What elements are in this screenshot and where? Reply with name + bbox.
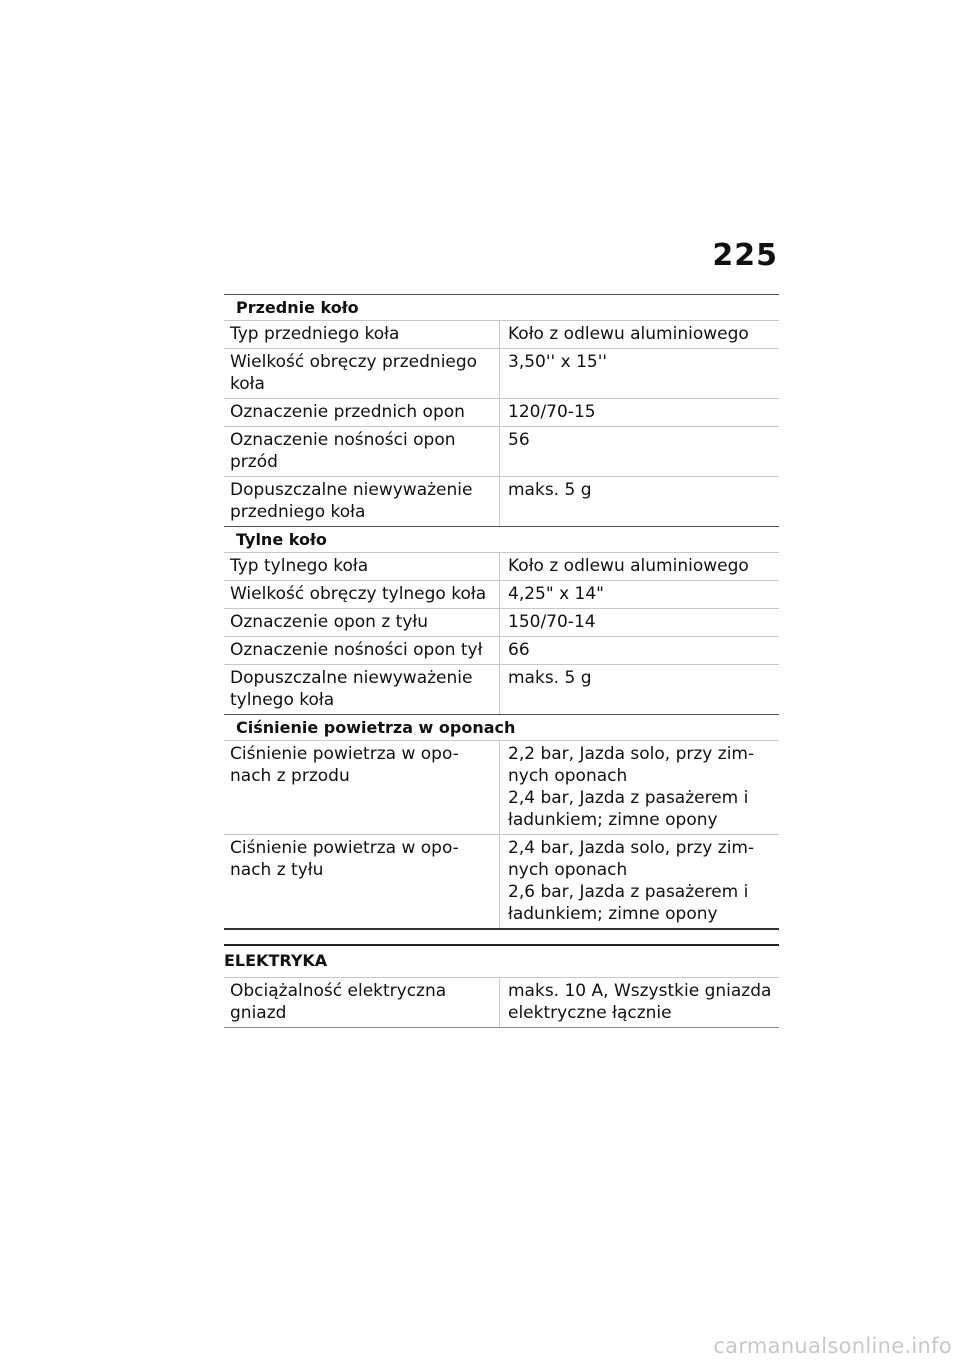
watermark-text: carmanualsonline.info xyxy=(713,1334,952,1358)
value-line: 66 xyxy=(508,640,530,660)
row-label: Wielkość obręczy przedniego koła xyxy=(224,349,500,398)
table-row xyxy=(224,636,779,664)
section-rear-wheel xyxy=(224,526,779,714)
row-value xyxy=(500,477,779,526)
row-label: Ciśnienie powietrza w opo-nach z tyłu xyxy=(224,835,500,928)
row-label: Typ tylnego koła xyxy=(224,553,500,580)
row-label: Wielkość obręczy tylnego koła xyxy=(224,581,500,608)
spec-table xyxy=(224,294,779,1028)
value-line: maks. 5 g xyxy=(508,668,592,688)
row-value xyxy=(500,321,779,348)
row-value xyxy=(500,741,779,834)
value-line: maks. 10 A, Wszystkie gniazda elektryczne łącznie xyxy=(508,981,772,1023)
row-value xyxy=(500,665,779,714)
table-row xyxy=(224,552,779,580)
value-line: Koło z odlewu aluminiowego xyxy=(508,324,749,344)
section-title: Ciśnienie powietrza w oponach xyxy=(224,714,779,740)
row-value xyxy=(500,399,779,426)
table-row xyxy=(224,476,779,526)
row-label: Oznaczenie opon z tyłu xyxy=(224,609,500,636)
table-row xyxy=(224,740,779,834)
divider xyxy=(224,1027,779,1028)
value-line: maks. 5 g xyxy=(508,480,592,500)
table-row xyxy=(224,398,779,426)
row-value xyxy=(500,637,779,664)
value-line: 4,25" x 14" xyxy=(508,584,604,604)
value-line: 150/70-14 xyxy=(508,612,596,632)
row-label: Dopuszczalne niewyważenie przedniego koła xyxy=(224,477,500,526)
row-label: Oznaczenie nośności opon tył xyxy=(224,637,500,664)
row-value xyxy=(500,609,779,636)
value-line: 120/70-15 xyxy=(508,402,596,422)
table-row xyxy=(224,664,779,714)
section-tire-pressure xyxy=(224,714,779,930)
divider xyxy=(224,928,779,930)
row-value xyxy=(500,835,779,928)
table-row xyxy=(224,320,779,348)
elektryka-heading: ELEKTRYKA xyxy=(224,944,779,977)
value-line: 2,6 bar, Jazda z pasażerem i ładunkiem; zimne opony xyxy=(508,882,749,924)
value-line: 56 xyxy=(508,430,530,450)
table-row xyxy=(224,348,779,398)
value-line: 2,4 bar, Jazda z pasażerem i ładunkiem; zimne opony xyxy=(508,788,749,830)
section-front-wheel xyxy=(224,294,779,526)
row-value xyxy=(500,978,779,1027)
value-line: Koło z odlewu aluminiowego xyxy=(508,556,749,576)
value-line: 2,2 bar, Jazda solo, przy zim-nych oponach xyxy=(508,744,755,786)
table-row xyxy=(224,977,779,1027)
section-title: Tylne koło xyxy=(224,526,779,552)
row-value xyxy=(500,581,779,608)
row-label: Dopuszczalne niewyważenie tylnego koła xyxy=(224,665,500,714)
row-label: Typ przedniego koła xyxy=(224,321,500,348)
value-line: 3,50'' x 15'' xyxy=(508,352,608,372)
table-row xyxy=(224,834,779,928)
row-label: Obciążalność elektryczna gniazd xyxy=(224,978,500,1027)
section-title: Przednie koło xyxy=(224,294,779,320)
row-label: Ciśnienie powietrza w opo-nach z przodu xyxy=(224,741,500,834)
row-value xyxy=(500,427,779,476)
table-row xyxy=(224,580,779,608)
row-value xyxy=(500,349,779,398)
row-label: Oznaczenie przednich opon xyxy=(224,399,500,426)
table-row xyxy=(224,608,779,636)
row-label: Oznaczenie nośności opon przód xyxy=(224,427,500,476)
value-line: 2,4 bar, Jazda solo, przy zim-nych oponach xyxy=(508,838,755,880)
page-number: 225 xyxy=(712,238,778,273)
table-row xyxy=(224,426,779,476)
row-value xyxy=(500,553,779,580)
